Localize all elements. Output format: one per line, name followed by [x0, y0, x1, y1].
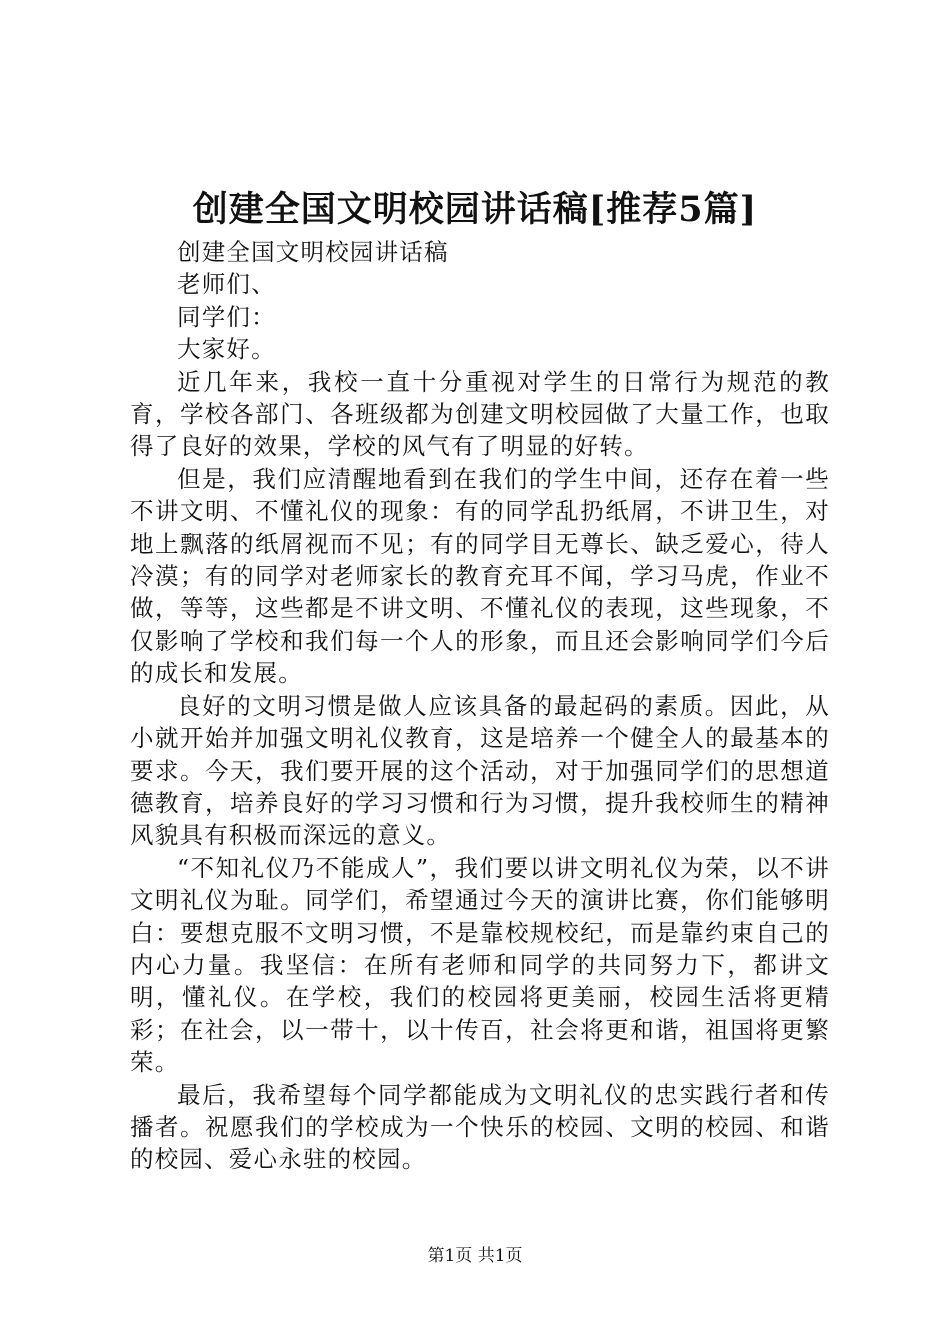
body-paragraph: 但是，我们应清醒地看到在我们的学生中间，还存在着一些不讲文明、不懂礼仪的现象：有的同学乱扔纸屑，不讲卫生，对地上飘落的纸屑视而不见；有的同学目无尊长、缺乏爱心，待人冷漠；有的同学对老师家长的教育充耳不闻，学习马虎，作业不做，等等，这些都是不讲文明、不懂礼仪的表现，这些现象，不仅影响了学校和我们每一个人的形象，而且还会影响同学们今后的成长和发展。 — [130, 464, 830, 688]
document-title: 创建全国文明校园讲话稿[推荐5篇] — [192, 189, 758, 230]
body-paragraph: 近几年来，我校一直十分重视对学生的日常行为规范的教育，学校各部门、各班级都为创建文明校园做了大量工作，也取得了良好的效果，学校的风气有了明显的好转。 — [130, 367, 830, 461]
heading-line: 创建全国文明校园讲话稿 — [177, 238, 449, 266]
page-number-footer: 第1页 共1页 — [427, 1246, 523, 1266]
document-body — [130, 236, 830, 1176]
body-paragraph: “不知礼仪乃不能成人”，我们要以讲文明礼仪为荣，以不讲文明礼仪为耻。同学们，希望通过今天的演讲比赛，你们能够明白：要想克服不文明习惯，不是靠校规校纪，而是靠约束自己的内心力量。我坚信：在所有老师和同学的共同努力下，都讲文明，懂礼仪。在学校，我们的校园将更美丽，校园生活将更精彩；在社会，以一带十，以十传百，社会将更和谐，祖国将更繁荣。 — [130, 853, 830, 1077]
body-paragraph: 良好的文明习惯是做人应该具备的最起码的素质。因此，从小就开始并加强文明礼仪教育，这是培养一个健全人的最基本的要求。今天，我们要开展的这个活动，对于加强同学们的思想道德教育，培养良好的学习习惯和行为习惯，提升我校师生的精神风貌具有积极而深远的意义。 — [130, 691, 830, 850]
closing-paragraph: 最后，我希望每个同学都能成为文明礼仪的忠实践行者和传播者。祝愿我们的学校成为一个快乐的校园、文明的校园、和谐的校园、爱心永驻的校园。 — [130, 1080, 830, 1174]
salutation-students: 同学们： — [177, 302, 276, 331]
greeting: 大家好。 — [177, 335, 276, 364]
salutation-teachers: 老师们、 — [177, 270, 276, 299]
